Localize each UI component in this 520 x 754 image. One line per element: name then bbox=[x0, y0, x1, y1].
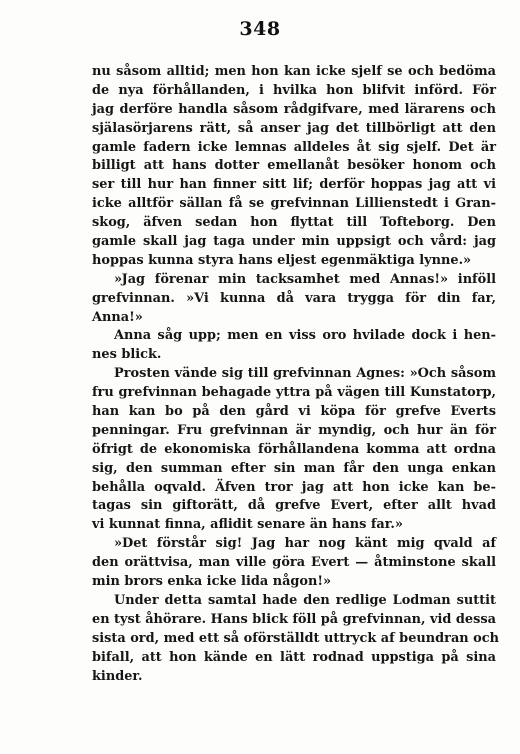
text-line: billigt att hans dotter emellanåt besöker honom och bbox=[92, 158, 496, 174]
text-line: skog, äfven sedan hon flyttat till Tofteborg. Den bbox=[92, 215, 496, 231]
text-line: gamle skall jag taga under min uppsigt och vård: jag bbox=[92, 234, 496, 250]
text-line: min brors enka icke lida någon!» bbox=[92, 574, 332, 590]
text-line: jag derföre handla såsom rådgifvare, med lärarens och bbox=[92, 101, 496, 117]
text-line: gamle fadern icke lemnas alldeles åt sig sjelf. Det är bbox=[92, 139, 496, 155]
text-line: kinder. bbox=[92, 668, 143, 684]
text-line: tagas sin giftorätt, då grefve Evert, efter allt hvad bbox=[92, 498, 496, 514]
text-line: en tyst åhörare. Hans blick föll på grefvinnan, vid dessa bbox=[92, 611, 496, 627]
text-line: ser till hur han finner sitt lif; derför hoppas jag att vi bbox=[92, 177, 496, 193]
text-line: penningar. Fru grefvinnan är myndig, och hur än för bbox=[92, 422, 496, 438]
body-text bbox=[92, 63, 499, 686]
text-line: grefvinnan. »Vi kunna då vara trygga för din far, bbox=[92, 290, 496, 306]
text-line: bifall, att hon kände en lätt rodnad uppstiga på sina bbox=[92, 649, 496, 665]
page-number: 348 bbox=[239, 18, 281, 40]
text-line: sista ord, med ett så oförställdt uttryck af beundran och bbox=[92, 630, 499, 646]
text-line: Anna såg upp; men en viss oro hvilade dock i hen- bbox=[114, 328, 496, 344]
text-line: »Det förstår sig! Jag har nog känt mig qvald af bbox=[114, 536, 496, 552]
text-line: fru grefvinnan behagade yttra på vägen till Kunstatorp, bbox=[92, 385, 496, 401]
text-line: vi kunnat finna, aflidit senare än hans far.» bbox=[92, 517, 403, 533]
text-line: Under detta samtal hade den redlige Lodman suttit bbox=[114, 592, 496, 608]
text-line: hoppas kunna styra hans eljest egenmäktiga lynne.» bbox=[92, 252, 472, 268]
text-line: nes blick. bbox=[92, 347, 162, 363]
text-line: den orättvisa, man ville göra Evert — åtminstone skall bbox=[92, 555, 496, 571]
text-line: »Jag förenar min tacksamhet med Annas!» inföll bbox=[114, 271, 496, 287]
text-line: behålla oqvald. Äfven tror jag att hon icke kan be- bbox=[92, 479, 496, 495]
text-line: Anna!» bbox=[92, 309, 143, 325]
text-line: han kan bo på den gård vi köpa för grefve Everts bbox=[92, 404, 496, 420]
text-line: sig, den summan efter sin man får den unga enkan bbox=[92, 460, 496, 476]
text-line: öfrigt de ekonomiska förhållandena komma att ordna bbox=[92, 441, 496, 457]
text-line: nu såsom alltid; men hon kan icke sjelf se och bedöma bbox=[92, 64, 496, 79]
text-line: själasörjarens rätt, så anser jag det tillbörligt att den bbox=[92, 120, 496, 136]
text-line: Prosten vände sig till grefvinnan Agnes: »Och såsom bbox=[114, 366, 496, 382]
text-line: de nya förhållanden, i hvilka hon blifvit införd. För bbox=[92, 82, 496, 98]
text-line: icke alltför sällan få se grefvinnan Lillienstedt i Gran- bbox=[92, 196, 496, 212]
